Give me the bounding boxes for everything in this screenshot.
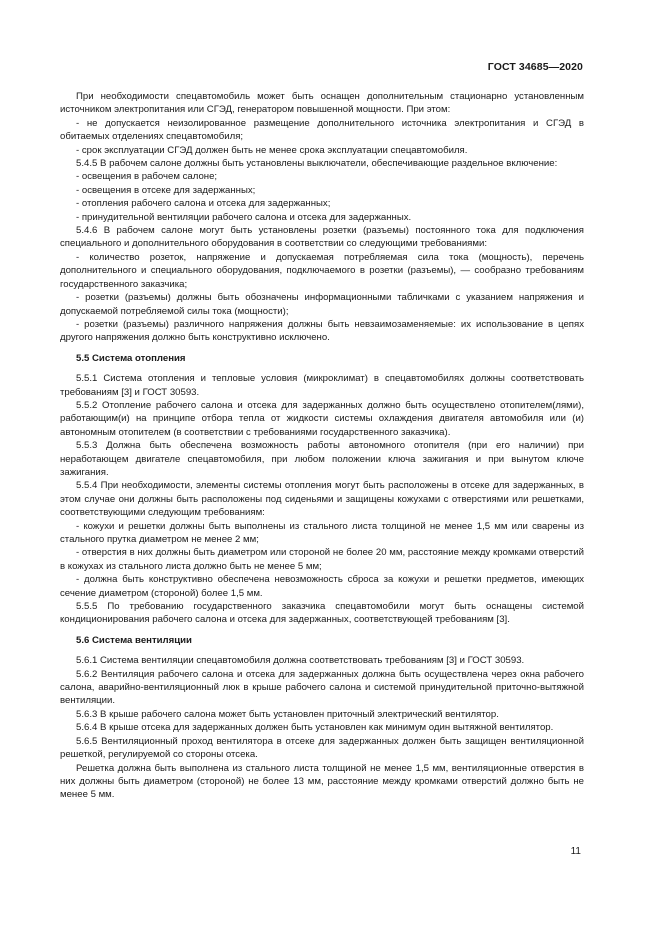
list-item: - не допускается неизолированное размещение дополнительного источника электропитания и СГЭД в обитаемых отделениях спецавтомобиля; xyxy=(60,117,584,143)
document-body xyxy=(60,90,584,802)
list-item: - принудительной вентиляции рабочего салона и отсека для задержанных. xyxy=(76,211,412,223)
list-item: - должна быть конструктивно обеспечена невозможность сброса за кожухи и решетки предметов, имеющих сечение диаметром (стороной) более 1,5 мм. xyxy=(60,574,584,599)
page-number: 11 xyxy=(570,846,581,857)
paragraph: 5.5.1 Система отопления и тепловые условия (микроклимат) в спецавтомобилях должны соответствовать требованиям [3] и ГОСТ 30593. xyxy=(60,373,584,398)
list-item: - отверстия в них должны быть диаметром или стороной не более 20 мм, расстояние между кромками отверстий в кожухах из стального листа должно быть не менее 5 мм; xyxy=(60,547,584,572)
list-item: - отопления рабочего салона и отсека для задержанных; xyxy=(76,198,331,210)
paragraph: 5.4.6 В рабочем салоне могут быть установлены розетки (разъемы) постоянного тока для подключения специального и дополнительного оборудования в соответствии со следующими требованиями: xyxy=(60,225,584,250)
section-heading: 5.6 Система вентиляции xyxy=(76,634,192,646)
list-item: - кожухи и решетки должны быть выполнены из стального листа толщиной не менее 1,5 мм или сварены из стального прутка диаметром не менее 2 мм; xyxy=(60,520,584,545)
list-item: - розетки (разъемы) должны быть обозначены информационными табличками с указанием напряжения и допускаемой потребляемой силы тока (мощности); xyxy=(60,292,584,317)
paragraph: 5.6.5 Вентиляционный проход вентилятора в отсеке для задержанных должен быть защищен вентиляционной решеткой, регулируемой со стороны отсека. xyxy=(60,735,584,761)
paragraph: 5.5.5 По требованию государственного заказчика спецавтомобили могут быть оснащены системой кондиционирования рабочего салона и отсека для задержанных, соответствующей требованиям [3]. xyxy=(60,601,584,626)
paragraph: 5.6.1 Система вентиляции спецавтомобиля должна соответствовать требованиям [3] и ГОСТ 30593. xyxy=(76,655,525,667)
paragraph: 5.5.3 Должна быть обеспечена возможность работы автономного отопителя (при его наличии) при неработающем двигателе спецавтомобиля, при любом положении ключа зажигания и при вынутом ключе зажигания. xyxy=(60,440,584,478)
paragraph: 5.6.3 В крыше рабочего салона может быть установлен приточный электрический вентилятор. xyxy=(76,708,499,720)
list-item: - розетки (разъемы) различного напряжения должны быть невзаимозаменяемые: их использование в цепях другого напряжения должно быть конструктивно исключено. xyxy=(60,318,584,344)
section-heading: 5.5 Система отопления xyxy=(76,352,186,364)
paragraph: 5.5.2 Отопление рабочего салона и отсека для задержанных должно быть осуществлено отопителем(лями), работающим(и) на принципе отбора тепла от жидкости системы охлаждения двигателя автомобиля или (и) автономным отопителем (в соответствии с требованиями государственного заказчика). xyxy=(60,399,584,438)
paragraph: Решетка должна быть выполнена из стального листа толщиной не менее 1,5 мм, вентиляционные отверстия в них должны быть диаметром (стороной) не более 13 мм, расстояние между кромками отверстий должно быть не менее 5 мм. xyxy=(60,762,584,801)
paragraph: При необходимости спецавтомобиль может быть оснащен дополнительным стационарно установленным источником электропитания или СГЭД, генератором повышенной мощности. При этом: xyxy=(60,91,584,116)
list-item: - освещения в отсеке для задержанных; xyxy=(76,184,256,196)
paragraph: 5.5.4 При необходимости, элементы системы отопления могут быть расположены в отсеке для задержанных, в этом случае они должны быть расположены под сиденьями и защищены кожухами с отверстиями или решетками, соответствующими следующим требованиям: xyxy=(60,480,584,519)
document-code-header: ГОСТ 34685—2020 xyxy=(487,61,583,73)
paragraph: 5.4.5 В рабочем салоне должны быть установлены выключатели, обеспечивающие раздельное включение: xyxy=(76,158,558,170)
list-item: - освещения в рабочем салоне; xyxy=(76,171,218,183)
list-item: - срок эксплуатации СГЭД должен быть не менее срока эксплуатации спецавтомобиля. xyxy=(76,144,468,156)
paragraph: 5.6.2 Вентиляция рабочего салона и отсека для задержанных должна быть осуществлена через окна рабочего салона, аварийно-вентиляционный люк в крыше рабочего салона и системой принудительной приточно-вытяжной вентиляции. xyxy=(60,668,584,707)
list-item: - количество розеток, напряжение и допускаемая потребляемая сила тока (мощность), перечень дополнительного и специального оборудования, подключаемого в розетки (разъемы), — сообразно требованиям государственного заказчика; xyxy=(60,251,584,290)
paragraph: 5.6.4 В крыше отсека для задержанных должен быть установлен как минимум один вытяжной вентилятор. xyxy=(76,722,554,734)
